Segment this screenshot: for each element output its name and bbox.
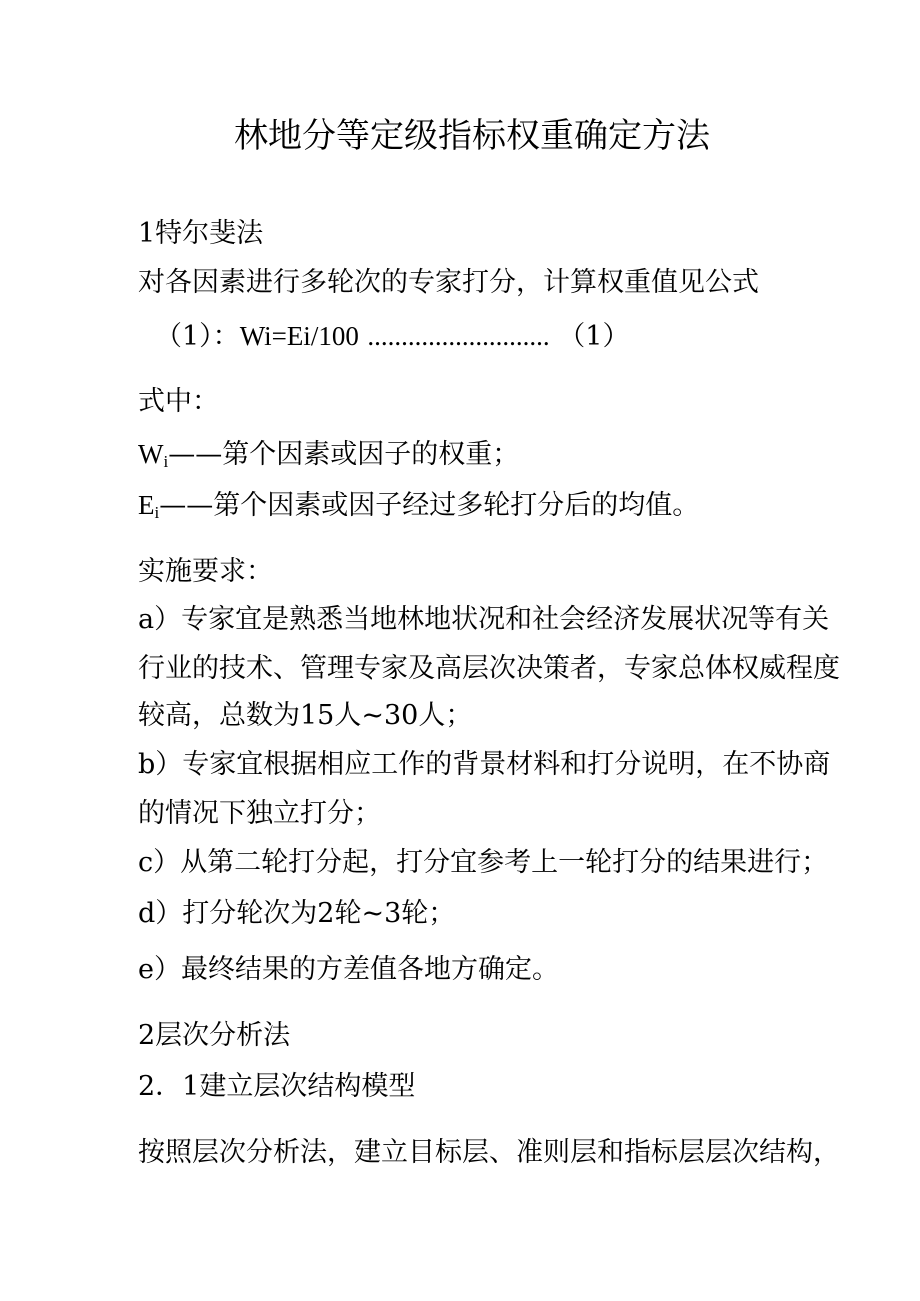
section-2-paragraph: 按照层次分析法，建立目标层、准则层和指标层层次结构， xyxy=(138,1137,840,1168)
formula-leader-dots: ........................... xyxy=(367,321,550,351)
requirement-a-line-3: 较高，总数为15人~30人； xyxy=(138,700,473,731)
formula-expression: Wi=Ei/100 xyxy=(239,321,359,351)
definition-w-text: ——第个因素或因子的权重； xyxy=(168,439,520,470)
definition-w xyxy=(138,436,850,473)
requirement-c: c）从第二轮打分起，打分宜参考上一轮打分的结果进行； xyxy=(138,847,829,878)
definition-w-symbol: W xyxy=(138,439,164,469)
formula-line xyxy=(155,318,850,355)
section-2-1-heading: 2．1建立层次结构模型 xyxy=(138,1071,416,1102)
requirement-e: e）最终结果的方差值各地方确定。 xyxy=(138,954,559,985)
definition-e-subscript: i xyxy=(154,503,160,522)
requirement-a-line-1: a）专家宜是熟悉当地林地状况和社会经济发展状况等有关 xyxy=(138,604,830,635)
requirement-a-line-2: 行业的技术、管理专家及高层次决策者，专家总体权威程度 xyxy=(138,653,840,684)
definition-e-text: ——第个因素或因子经过多轮打分后的均值。 xyxy=(159,490,700,521)
section-1-intro: 对各因素进行多轮次的专家打分，计算权重值见公式 xyxy=(138,267,759,298)
requirements-label: 实施要求： xyxy=(138,556,273,587)
requirement-d: d）打分轮次为2轮~3轮； xyxy=(138,898,456,929)
requirement-b-line-1: b）专家宜根据相应工作的背景材料和打分说明，在不协商 xyxy=(138,749,831,780)
definition-w-subscript: i xyxy=(163,452,169,471)
definition-e xyxy=(138,487,850,524)
where-label: 式中： xyxy=(138,386,219,417)
section-1-heading: 1特尔斐法 xyxy=(138,218,264,249)
document-title: 林地分等定级指标权重确定方法 xyxy=(234,116,710,156)
definition-e-symbol: E xyxy=(138,490,155,520)
section-2-heading: 2层次分析法 xyxy=(138,1020,291,1051)
formula-number: （1） xyxy=(558,321,630,352)
requirement-b-line-2: 的情况下独立打分； xyxy=(138,798,381,829)
formula-prefix: （1）： xyxy=(155,321,240,352)
